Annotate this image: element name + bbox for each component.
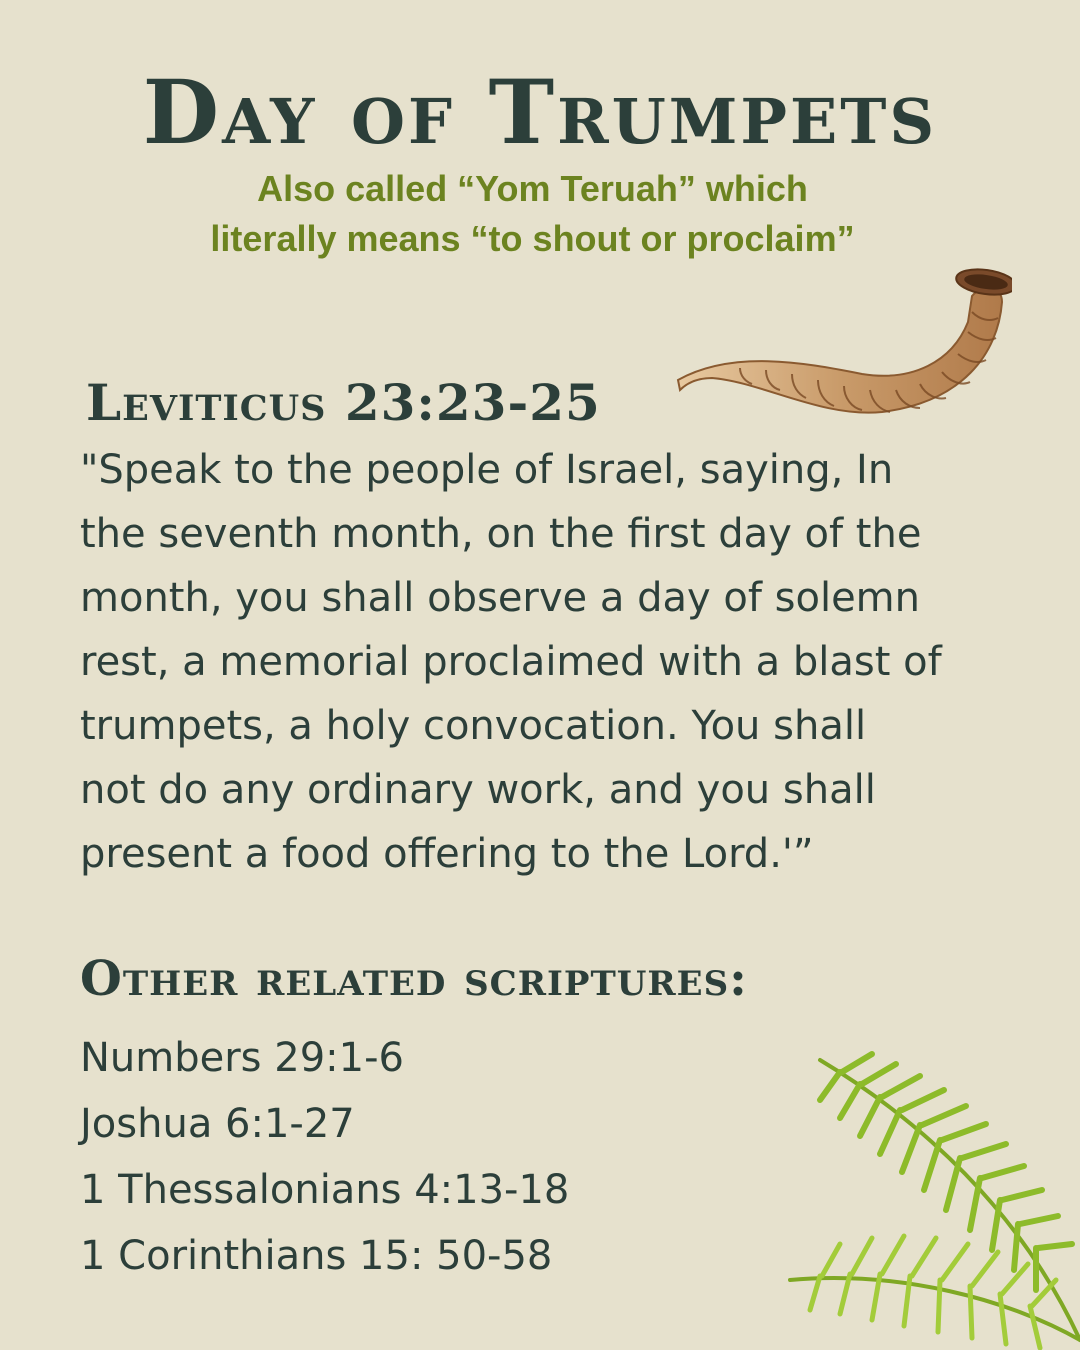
scripture-line: trumpets, a holy convocation. You shall	[80, 703, 867, 749]
related-scripture-item: 1 Corinthians 15: 50-58	[80, 1233, 553, 1279]
subtitle-line-2: literally means “to shout or proclaim”	[210, 218, 855, 259]
scripture-line: rest, a memorial proclaimed with a blast of	[80, 639, 942, 685]
related-scriptures-heading: Other related scriptures:	[80, 951, 748, 1007]
scripture-line: the seventh month, on the first day of the	[80, 511, 922, 557]
shofar-icon	[672, 262, 1012, 422]
related-scripture-item: 1 Thessalonians 4:13-18	[80, 1167, 570, 1213]
scripture-line: month, you shall observe a day of solemn	[80, 575, 920, 621]
scripture-line: not do any ordinary work, and you shall	[80, 767, 876, 813]
related-scriptures-list	[80, 1025, 569, 1289]
scripture-text	[80, 438, 1050, 886]
scripture-reference: Leviticus 23:23-25	[86, 373, 601, 432]
subtitle	[0, 164, 1065, 264]
scripture-line: present a food offering to the Lord.'”	[80, 831, 814, 877]
scripture-line: "Speak to the people of Israel, saying, In	[80, 447, 894, 493]
related-scripture-item: Numbers 29:1-6	[80, 1035, 404, 1081]
palm-leaf-icon	[780, 1040, 1080, 1350]
subtitle-line-1: Also called “Yom Teruah” which	[257, 168, 808, 209]
related-scripture-item: Joshua 6:1-27	[80, 1101, 355, 1147]
page-title: Day of Trumpets	[142, 60, 938, 164]
